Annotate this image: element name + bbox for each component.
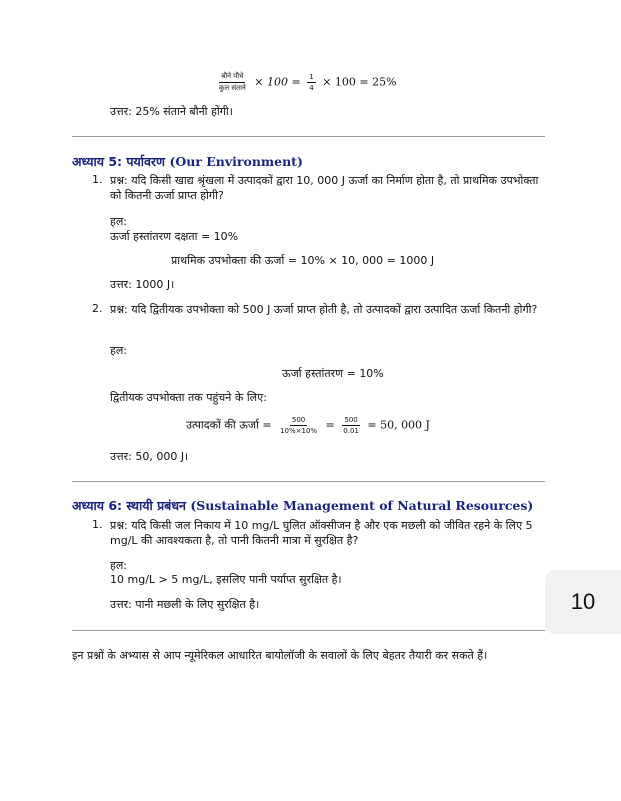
fraction-1-denominator: 10%×10%	[280, 427, 318, 435]
chapter-6-title-en: (Sustainable Management of Natural Resources)	[190, 498, 534, 513]
page-number: 10	[545, 570, 621, 634]
top-formula	[214, 72, 397, 93]
chapter-5-heading	[72, 153, 303, 170]
fraction-1-numerator: 500	[291, 416, 306, 424]
formula-result: × 100 = 25%	[322, 75, 397, 89]
equation-fraction-1	[278, 416, 319, 435]
formula-denominator: कुल संताने	[219, 84, 246, 92]
q5-1-text: प्रश्न: यदि किसी खाद्य श्रृंखला में उत्पादकों द्वारा 10, 000 J ऊर्जा का निर्माण होता है, तो प्राथमिक उपभोक्ता को कितनी ऊर्जा प्राप्त होगी?	[110, 174, 539, 202]
q5-2-answer: उत्तर: 50, 000 J।	[110, 450, 189, 463]
formula-fraction	[217, 72, 248, 93]
fraction-2-denominator: 0.01	[343, 427, 359, 435]
top-answer: उत्तर: 25% संताने बौनी होंगी।	[110, 105, 233, 118]
q5-2-solution-label: हल:	[110, 344, 128, 357]
formula-rest: × 100 =	[254, 75, 301, 89]
q5-1-line1: ऊर्जा हस्तांतरण दक्षता = 10%	[110, 230, 239, 243]
formula-quarter	[307, 73, 315, 92]
chapter-6-heading	[72, 497, 533, 514]
equation-rhs: = 50, 000 J	[367, 418, 430, 432]
formula-numerator: बौने पौधे	[219, 72, 245, 83]
q5-1-solution-label: हल:	[110, 215, 128, 228]
fraction-2-numerator: 500	[344, 416, 358, 424]
divider	[72, 136, 545, 137]
chapter-5-title-hi: अध्याय 5: पर्यावरण	[72, 154, 166, 169]
q6-1-line1: 10 mg/L > 5 mg/L, इसलिए पानी पर्याप्त सुरक्षित है।	[110, 573, 342, 586]
footer-note: इन प्रश्नों के अभ्यास से आप न्यूमेरिकल आधारित बायोलॉजी के सवालों के लिए बेहतर तैयारी कर सकते हैं।	[72, 649, 488, 662]
q6-1-answer: उत्तर: पानी मछली के लिए सुरक्षित है।	[110, 598, 260, 611]
q5-2-equation	[186, 416, 430, 435]
q6-1-text: प्रश्न: यदि किसी जल निकाय में 10 mg/L घुलित ऑक्सीजन है और एक मछली को जीवित रहने के लिए 5 mg/L की आवश्यकता है, तो पानी कितनी मात्रा में सुरक्षित है?	[110, 519, 533, 547]
q5-1-line2: प्राथमिक उपभोक्ता की ऊर्जा = 10% × 10, 000 = 1000 J	[171, 254, 435, 267]
q5-2-line1: ऊर्जा हस्तांतरण = 10%	[282, 367, 384, 380]
equation-lhs: उत्पादकों की ऊर्जा =	[186, 418, 272, 432]
q5-1-answer: उत्तर: 1000 J।	[110, 278, 175, 291]
divider	[72, 630, 545, 631]
chapter-6-title-hi: अध्याय 6: स्थायी प्रबंधन	[72, 498, 186, 513]
q5-2-text: प्रश्न: यदि द्वितीयक उपभोक्ता को 500 J ऊर्जा प्राप्त होती है, तो उत्पादकों द्वारा उत्पादित ऊर्जा कितनी होगी?	[110, 303, 538, 316]
divider	[72, 481, 545, 482]
equation-mid: =	[325, 418, 335, 432]
q6-1-number: 1.	[92, 518, 103, 531]
quarter-numerator: 1	[309, 73, 314, 81]
equation-fraction-2	[341, 416, 361, 435]
q5-2-line2: द्वितीयक उपभोक्ता तक पहुंचने के लिए:	[110, 391, 267, 404]
q5-2-number: 2.	[92, 302, 103, 315]
chapter-5-title-en: (Our Environment)	[169, 154, 303, 169]
q5-1-number: 1.	[92, 173, 103, 186]
q6-1-solution-label: हल:	[110, 559, 128, 572]
quarter-denominator: 4	[309, 84, 314, 92]
